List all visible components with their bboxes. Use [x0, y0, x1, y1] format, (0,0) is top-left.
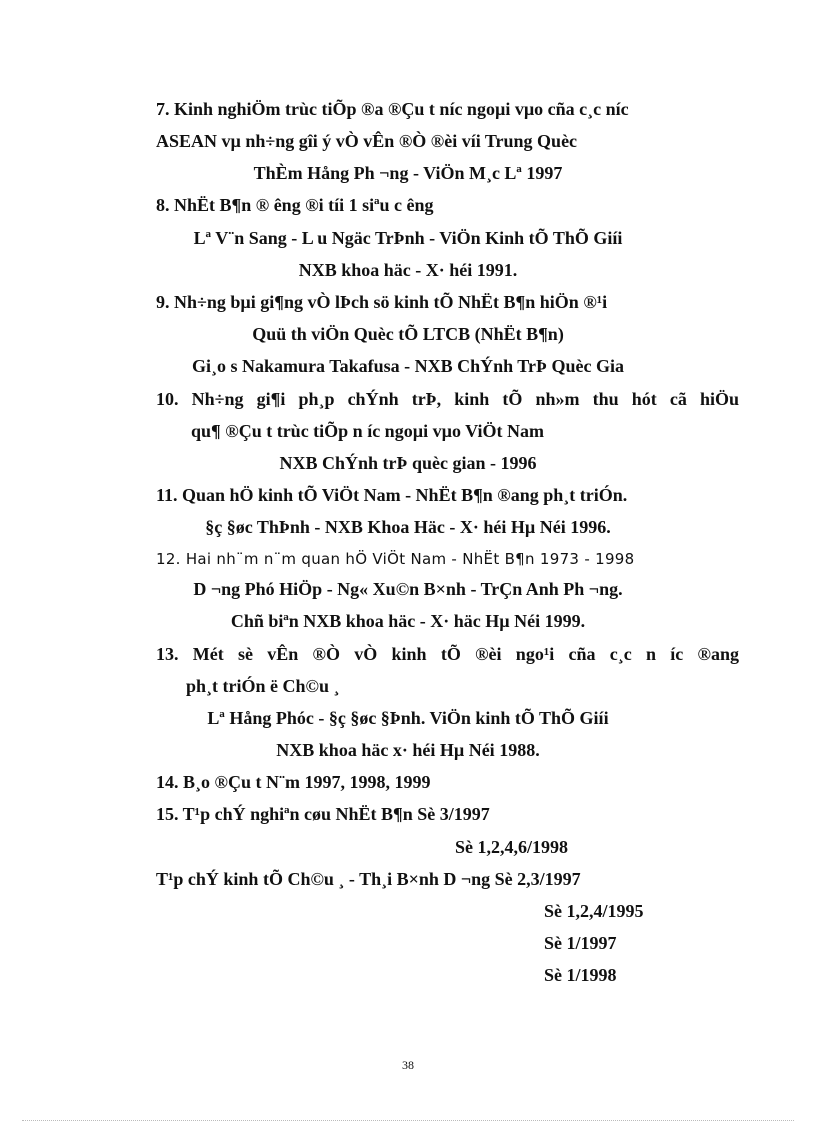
ref-13-author: Lª Hång Phóc - §ç §øc §Þnh. ViÖn kinh tÕ ThÕ Giíi	[207, 708, 609, 728]
ref-13-publisher: NXB khoa häc x· héi Hµ Néi 1988.	[276, 740, 540, 760]
ref-7-author: ThÈm Hång Ph ¬ng - ViÖn M¸c Lª 1997	[253, 163, 563, 183]
ref-15-issues: Sè 1,2,4,6/1998	[455, 837, 569, 857]
ref-7-line-2: ASEAN vµ nh÷ng gîi ý vÒ vÊn ®Ò ®èi víi Trung Quèc	[156, 131, 578, 151]
ref-10-publisher: NXB ChÝnh trÞ quèc gian - 1996	[279, 453, 537, 473]
journal-asia-pacific: T¹p chÝ kinh tÕ Ch©u ¸ - Th¸i B×nh D ¬ng Sè 2,3/1997	[156, 869, 581, 889]
ref-13-line-1: 13. Mét sè vÊn ®Ò vÒ kinh tÕ ®èi ngo¹i cña c¸c n íc ®ang	[156, 644, 739, 664]
ref-15-title: 15. T¹p chÝ nghiªn cøu NhËt B¶n Sè 3/1997	[156, 804, 490, 824]
ref-13-line-2: ph¸t triÓn ë Ch©u ¸	[186, 676, 340, 696]
journal-issue-1998: Sè 1/1998	[544, 965, 617, 985]
ref-11-title: 11. Quan hÖ kinh tÕ ViÖt Nam - NhËt B¶n ®ang ph¸t triÓn.	[156, 485, 628, 505]
ref-10-line-2: qu¶ ®Çu t trùc tiÕp n íc ngoµi vµo ViÖt Nam	[191, 421, 544, 441]
ref-12-authors: D ¬ng Phó HiÖp - Ng« Xu©n B×nh - TrÇn Anh Ph ¬ng.	[193, 579, 623, 599]
ref-12-publisher: Chñ biªn NXB khoa häc - X· häc Hµ Néi 1999.	[230, 611, 586, 631]
ref-8-publisher: NXB khoa häc - X· héi 1991.	[298, 260, 518, 280]
ref-9-source: Quü th viÖn Quèc tÕ LTCB (NhËt B¶n)	[252, 324, 564, 344]
ref-9-author: Gi¸o s Nakamura Takafusa - NXB ChÝnh TrÞ Quèc Gia	[192, 356, 624, 376]
ref-11-author: §ç §øc ThÞnh - NXB Khoa Häc - X· héi Hµ Néi 1996.	[205, 517, 611, 537]
ref-9-title: 9. Nh÷ng bµi gi¶ng vÒ lÞch sö kinh tÕ NhËt B¶n hiÖn ®¹i	[156, 292, 608, 312]
ref-8-title: 8. NhËt B¶n ® êng ®i tíi 1 siªu c êng	[156, 195, 434, 215]
journal-issue-1995: Sè 1,2,4/1995	[544, 901, 644, 921]
ref-10-line-1: 10. Nh÷ng gi¶i ph¸p chÝnh trÞ, kinh tÕ nh»m thu hót cã hiÖu	[156, 389, 739, 409]
ref-14-title: 14. B¸o ®Çu t N¨m 1997, 1998, 1999	[156, 772, 431, 792]
journal-issue-1997: Sè 1/1997	[544, 933, 617, 953]
page-number: 38	[402, 1058, 414, 1072]
page-bottom-divider	[22, 1120, 794, 1121]
ref-8-author: Lª V¨n Sang - L u Ngäc TrÞnh - ViÖn Kinh tÕ ThÕ Giíi	[193, 228, 623, 248]
ref-7-line-1: 7. Kinh nghiÖm trùc tiÕp ®a ®Çu t níc ngoµi vµo cña c¸c níc	[156, 99, 629, 119]
ref-12-title: 12. Hai nh¨m n¨m quan hÖ ViÖt Nam - NhËt B¶n 1973 - 1998	[156, 550, 635, 568]
